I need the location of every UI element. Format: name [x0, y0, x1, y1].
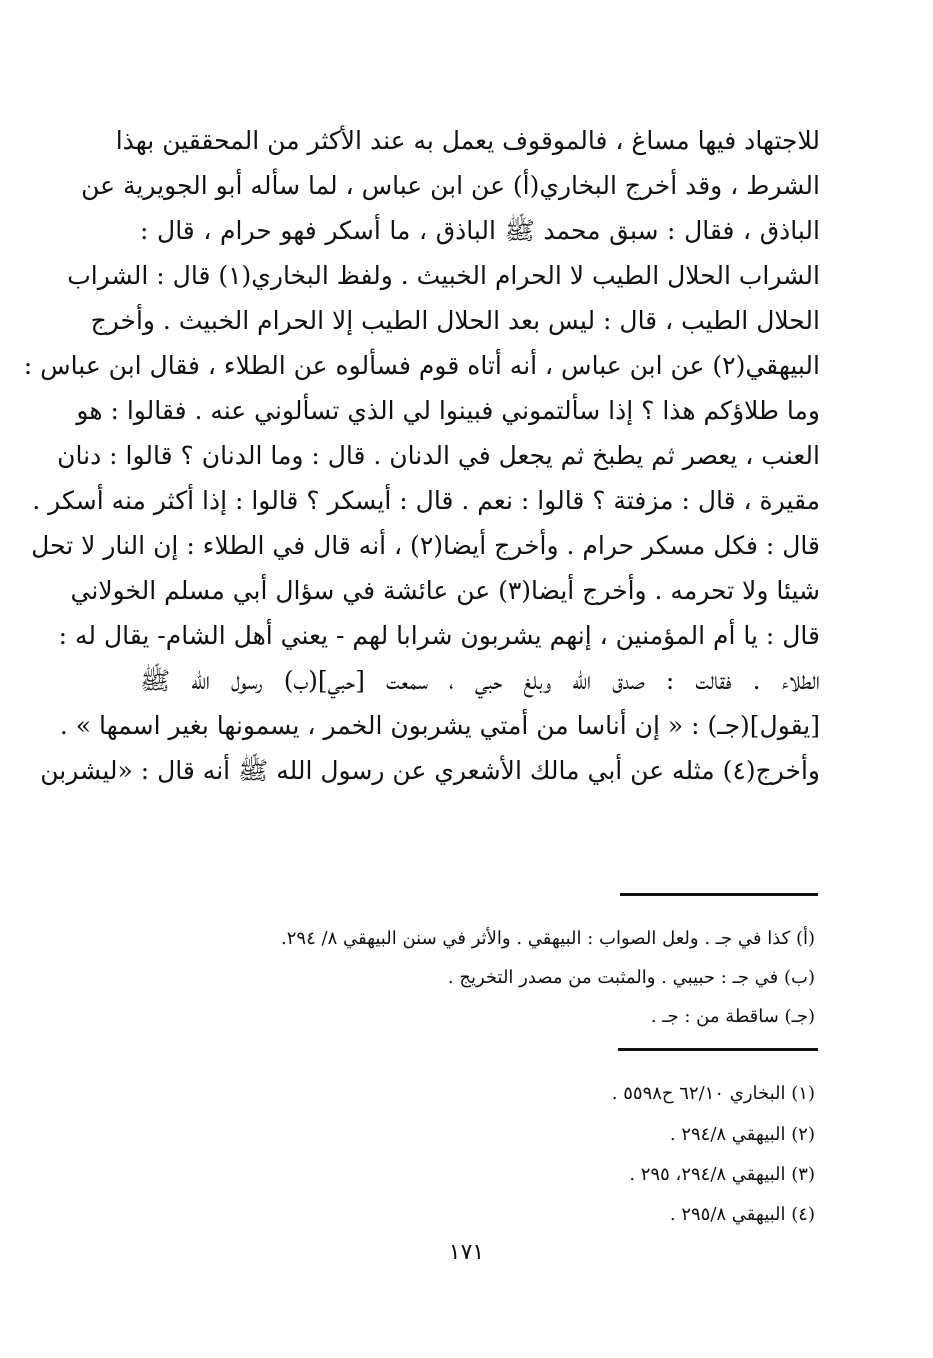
- source-note: (٣) البيهقي ٢٩٤/٨، ٢٩٥ .: [629, 1164, 815, 1185]
- body-line: الحلال الطيب ، قال : ليس بعد الحلال الطيب إلا الحرام الخبيث . وأخرج: [90, 306, 820, 335]
- body-line: وأخرج(٤) مثله عن أبي مالك الأشعري عن رسول الله ﷺ أنه قال : «ليشربن: [40, 756, 820, 785]
- editor-note: (ب) في جـ : حبيبي . والمثبت من مصدر التخريج .: [447, 967, 815, 988]
- editor-note: (أ) كذا في جـ . ولعل الصواب : البيهقي . والأثر في سنن البيهقي ٨/ ٢٩٤.: [281, 928, 815, 949]
- source-note: (٢) البيهقي ٢٩٤/٨ .: [669, 1124, 815, 1145]
- body-line: قال : فكل مسكر حرام . وأخرج أيضا(٢) ، أنه قال في الطلاء : إن النار لا تحل: [31, 531, 820, 560]
- body-line: مقيرة ، قال : مزفتة ؟ قالوا : نعم . قال : أيسكر ؟ قالوا : إذا أكثر منه أسكر .: [32, 486, 820, 515]
- body-line: العنب ، يعصر ثم يطبخ ثم يجعل في الدنان . قال : وما الدنان ؟ قالوا : دنان: [57, 441, 820, 470]
- body-line: البيهقي(٢) عن ابن عباس ، أنه أتاه قوم فسألوه عن الطلاء ، فقال ابن عباس :: [23, 351, 820, 380]
- source-note: (١) البخاري ٦٢/١٠ ح٥٥٩٨ .: [611, 1083, 815, 1104]
- body-text: [23, 118, 820, 793]
- footnote-divider: [618, 1048, 818, 1051]
- body-line: قال : يا أم المؤمنين ، إنهم يشربون شرابا لهم - يعني أهل الشام- يقال له :: [58, 621, 820, 650]
- body-line: الشراب الحلال الطيب لا الحرام الخبيث . ولفظ البخاري(١) قال : الشراب: [67, 261, 820, 290]
- body-line: الباذق ، فقال : سبق محمد ﷺ الباذق ، ما أسكر فهو حرام ، قال :: [140, 216, 820, 245]
- source-note: (٤) البيهقي ٢٩٥/٨ .: [669, 1204, 815, 1225]
- body-line: الشرط ، وقد أخرج البخاري(أ) عن ابن عباس ، لما سأله أبو الجويرية عن: [81, 171, 820, 200]
- body-line: للاجتهاد فيها مساغ ، فالموقوف يعمل به عند الأكثر من المحققين بهذا: [115, 126, 820, 155]
- body-line: [يقول](جـ) : « إن أناسا من أمتي يشربون الخمر ، يسمونها بغير اسمها » .: [59, 711, 820, 740]
- body-line: الطلاء . فقالت : صدق الله وبلغ حبي ، سمعت [حبي](ب) رسول الله ﷺ: [140, 666, 820, 695]
- body-line: شيئا ولا تحرمه . وأخرج أيضا(٣) عن عائشة في سؤال أبي مسلم الخولاني: [70, 576, 820, 605]
- page-number: ١٧١: [448, 1240, 485, 1265]
- body-line: وما طلاؤكم هذا ؟ إذا سألتموني فبينوا لي الذي تسألوني عنه . فقالوا : هو: [76, 396, 820, 425]
- footnote-divider: [620, 893, 818, 896]
- editor-note: (جـ) ساقطة من : جـ .: [650, 1006, 815, 1027]
